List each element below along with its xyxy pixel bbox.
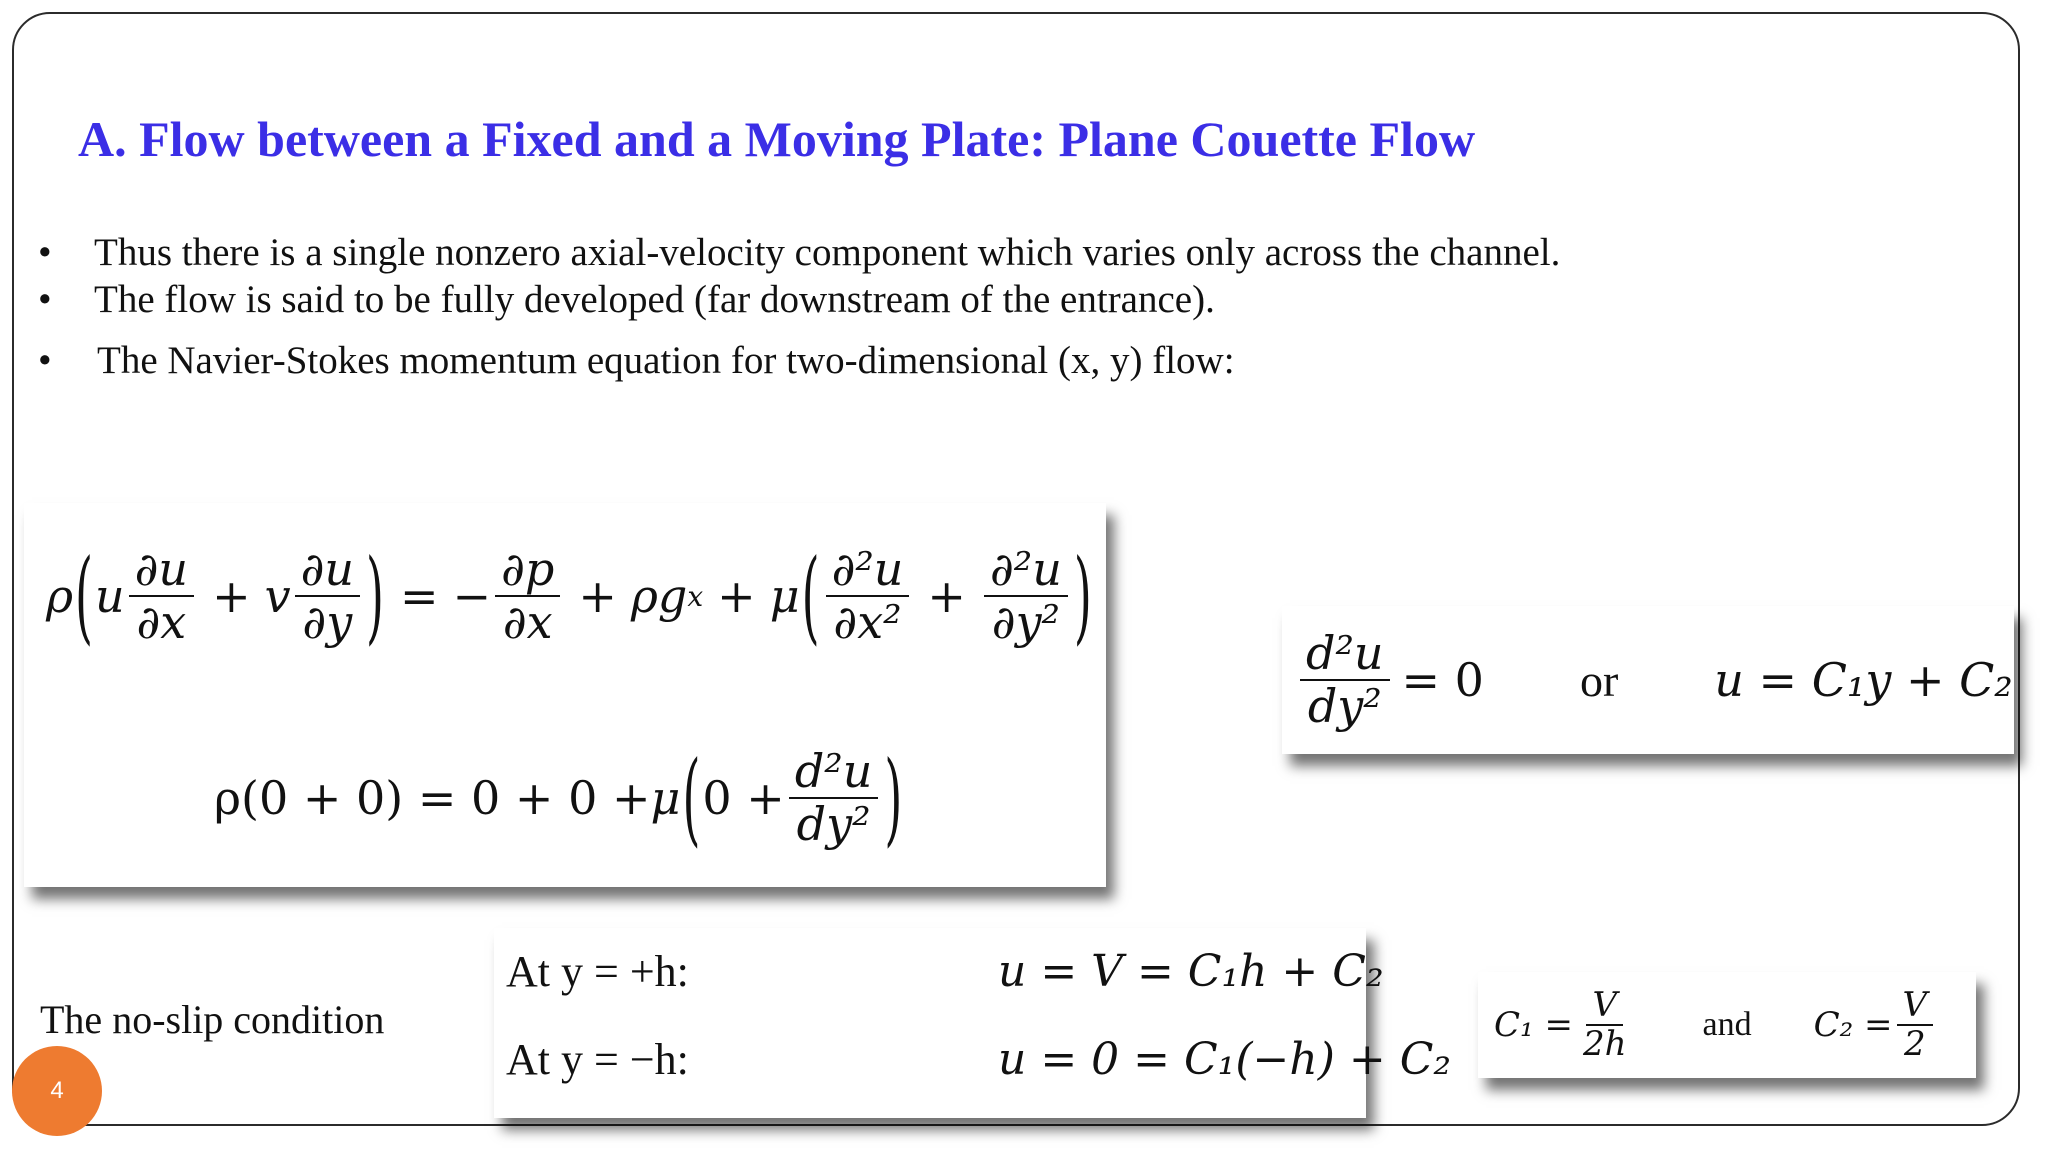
eq-g-subscript: x [687,579,704,613]
boundary-row-top-equation: u = V = C₁h + C₂ [998,946,1384,997]
eq-frac-du-dx: $\frac{\partial u}{\partial x}$ [129,544,194,647]
eq-plus: + [212,569,251,623]
eq-c1-lhs: C₁ = [1494,1005,1573,1045]
eq-frac-d2u-dy2: $\frac{\text{∂²u}}{\text{∂y²}}$ [984,544,1068,647]
bullet-marker: • [38,231,52,274]
bullet-marker: • [38,278,52,321]
eq-plus: + [717,569,756,623]
eq-mu: μ [769,569,800,623]
boundary-row-bottom-equation: u = 0 = C₁(−h) + C₂ [998,1034,1451,1085]
bullet-text: The flow is said to be fully developed (far downstream of the entrance). [94,278,1215,321]
bullet-list [36,230,1560,383]
eq-paren-open: ( [682,738,701,858]
eq-paren-open: ( [801,536,820,656]
eq-frac-d2u-dx2: $\frac{\text{∂²u}}{\text{∂x²}}$ [826,544,910,647]
eq-rho-g: ρg [630,569,688,623]
slide-title: A. Flow between a Fixed and a Moving Plate: Plane Couette Flow [78,111,1476,167]
eq-frac-du-dy: $\frac{\partial u}{\partial y}$ [295,544,360,647]
ode-solution-box [1282,606,2014,754]
eq-line2-lhs: ρ(0 + 0) = 0 + 0 + [214,771,651,825]
eq-paren-close: ) [1073,536,1092,656]
eq-v: v [264,569,291,623]
bullet-item [36,338,1560,383]
eq-frac-d2u-dy2: $\frac{\text{d²u}}{\text{dy²}}$ [1300,628,1390,731]
eq-frac-d2u-dy2-ordinary: $\frac{\text{d²u}}{\text{dy²}}$ [789,746,879,849]
eq-paren-close: ) [366,536,384,656]
eq-frac-v-2: $\frac{V}{2}$ [1897,987,1934,1064]
ode-equation [1296,606,2013,754]
eq-general-solution: u = C₁y + C₂ [1714,653,2013,707]
boundary-row-top-label: At y = +h: [506,947,689,996]
eq-and: and [1702,1006,1752,1043]
eq-paren-close: ) [884,738,903,858]
eq-frac-v-2h: $\frac{V}{2h}$ [1582,984,1627,1064]
eq-rho: ρ [46,569,74,623]
navier-stokes-equation-box [24,503,1106,887]
eq-mu: μ [650,771,681,825]
eq-line2-zero: 0 + [702,771,785,825]
eq-plus: + [927,569,966,623]
boundary-conditions-box [494,928,1451,1118]
eq-equals: = [399,569,439,623]
constants-equation [1494,972,1937,1078]
eq-frac-dp-dx: $\frac{\partial p}{\partial x}$ [495,544,560,647]
eq-paren-open: ( [75,536,93,656]
navier-stokes-equation [46,521,1094,671]
bullet-item [36,230,1560,275]
bullet-marker: • [38,339,52,382]
page-number-badge: 4 [12,1046,102,1136]
bullet-text: The Navier-Stokes momentum equation for two-dimensional (x, y) flow: [97,339,1235,382]
constants-box [1478,972,1976,1078]
simplified-equation [214,723,904,873]
eq-plus: + [578,569,617,623]
eq-equals-zero: = 0 [1401,653,1484,707]
eq-c2-lhs: C₂ = [1813,1005,1893,1045]
bullet-item [36,277,1560,322]
no-slip-label: The no-slip condition [40,997,385,1042]
eq-u: u [95,569,125,623]
eq-minus: − [452,569,492,623]
eq-or: or [1579,654,1619,706]
bullet-text: Thus there is a single nonzero axial-velocity component which varies only across the channel. [94,231,1561,274]
boundary-row-bottom-label: At y = −h: [506,1035,689,1084]
